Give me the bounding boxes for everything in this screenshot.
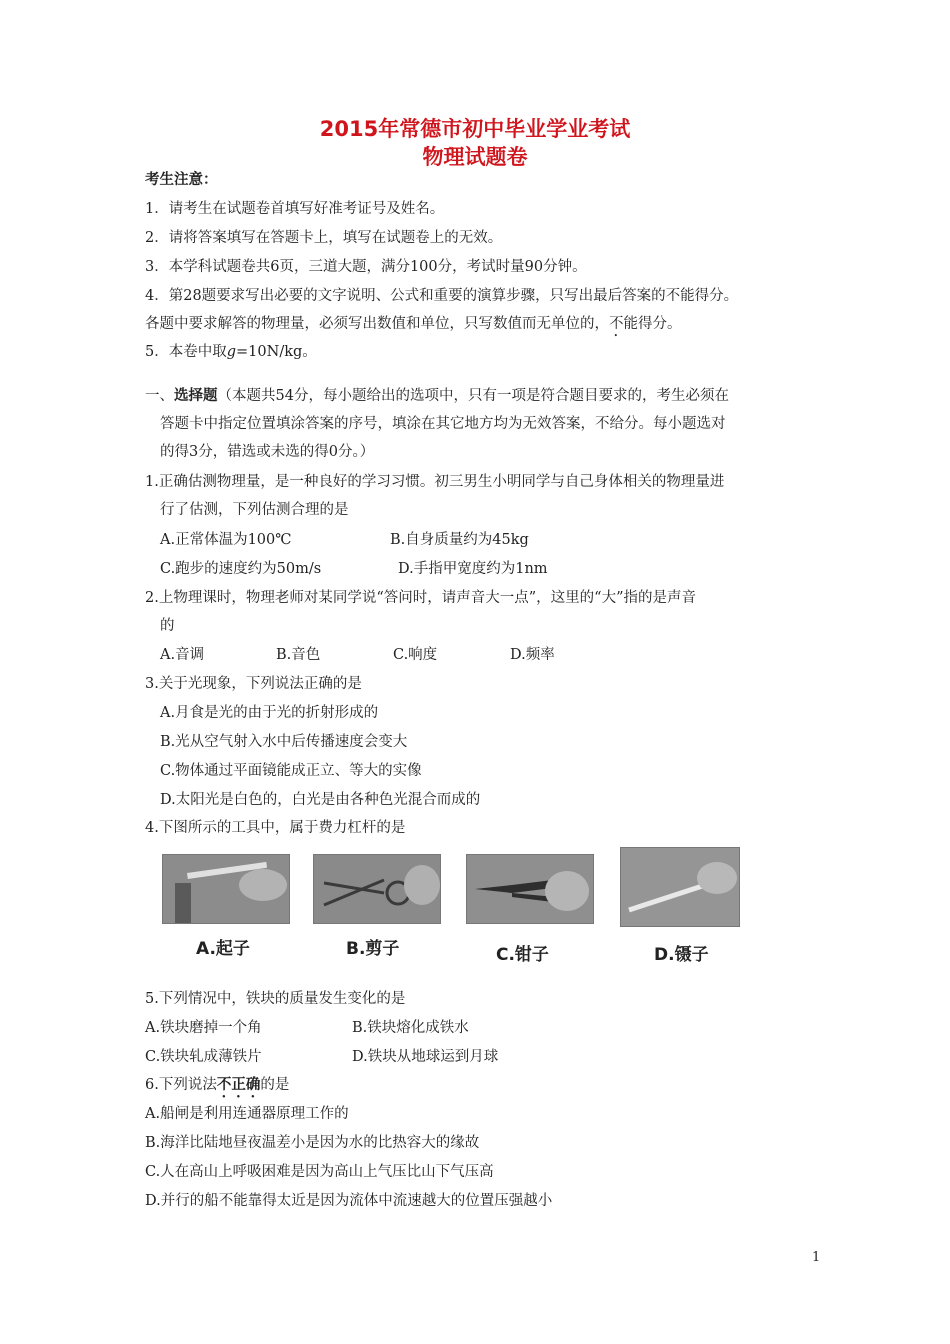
q1-stem-1: 1.正确估测物理量，是一种良好的学习习惯。初三男生小明同学与自己身体相关的物理量进 [145, 474, 725, 490]
bottle-opener-icon [163, 855, 289, 923]
q2-option-b: B.音色 [276, 647, 321, 663]
page-number: 1 [812, 1250, 821, 1265]
q3-option-b: B.光从空气射入水中后传播速度会变大 [160, 734, 408, 750]
q1-option-c: C.跑步的速度约为50m/s [160, 561, 322, 577]
notice-item-1: 1．请考生在试题卷首填写好准考证号及姓名。 [145, 201, 445, 217]
q3-option-c: C.物体通过平面镜能成正立、等大的实像 [160, 763, 422, 779]
tweezers-icon [621, 848, 739, 926]
q5-stem: 5.下列情况中，铁块的质量发生变化的是 [145, 991, 406, 1007]
q4-caption-b: B.剪子 [346, 939, 400, 959]
section1-desc-2: 答题卡中指定位置填涂答案的序号，填涂在其它地方均为无效答案，不给分。每小题选对 [160, 416, 726, 432]
q2-stem-1: 2.上物理课时，物理老师对某同学说“答问时，请声音大一点”，这里的“大”指的是声音 [145, 590, 696, 606]
scissors-photo [313, 854, 441, 924]
q4-stem: 4.下图所示的工具中，属于费力杠杆的是 [145, 820, 406, 836]
emphasis-text: 不 [609, 316, 624, 332]
q3-stem: 3.关于光现象，下列说法正确的是 [145, 676, 362, 692]
g-symbol: g [226, 344, 237, 360]
exam-subtitle: 物理试题卷 [422, 145, 528, 169]
q3-option-d: D.太阳光是白色的，白光是由各种色光混合而成的 [160, 792, 481, 808]
pliers-photo [466, 854, 594, 924]
section1-desc-1: （本题共54分，每小题给出的选项中，只有一项是符合题目要求的，考生必须在 [217, 388, 729, 404]
section1-heading [145, 386, 729, 406]
q1-option-a: A.正常体温为100℃ [160, 532, 292, 548]
q4-caption-a: A.起子 [196, 939, 250, 959]
q6-stem-pre: 6.下列说法 [145, 1077, 217, 1093]
section1-desc-3: 的得3分，错选或未选的得0分。） [160, 444, 375, 460]
q2-stem-2: 的 [160, 618, 175, 634]
q6-emphasis: 不正确 [216, 1077, 261, 1093]
pliers-icon [467, 855, 593, 923]
q5-option-c: C.铁块轧成薄铁片 [145, 1049, 262, 1065]
q6-option-b: B.海洋比陆地昼夜温差小是因为水的比热容大的缘故 [145, 1135, 480, 1151]
q2-option-a: A.音调 [160, 647, 205, 663]
q4-caption-c: C.钳子 [496, 945, 549, 965]
notice-item-4-end: 能得分。 [623, 316, 682, 332]
exam-title: 2015年常德市初中毕业学业考试 [319, 117, 631, 141]
bottle-opener-photo [162, 854, 290, 924]
q1-stem-2: 行了估测，下列估测合理的是 [160, 502, 349, 518]
q2-option-d: D.频率 [510, 647, 555, 663]
notice-item-5-text: 5．本卷中取 [145, 344, 227, 360]
q6-option-d: D.并行的船不能靠得太近是因为流体中流速越大的位置压强越小 [145, 1193, 553, 1209]
q4-caption-d: D.镊子 [654, 945, 709, 965]
notice-heading: 考生注意： [145, 172, 218, 188]
q3-option-a: A.月食是光的由于光的折射形成的 [160, 705, 379, 721]
notice-item-2: 2．请将答案填写在答题卡上，填写在试题卷上的无效。 [145, 230, 503, 246]
q2-option-c: C.响度 [393, 647, 438, 663]
q1-option-b: B.自身质量约为45kg [390, 532, 529, 548]
notice-item-4-cont [145, 314, 682, 340]
tweezers-photo [620, 847, 740, 927]
q5-option-a: A.铁块磨掉一个角 [145, 1020, 262, 1036]
q5-option-d: D.铁块从地球运到月球 [352, 1049, 499, 1065]
notice-item-4-cont-text: 各题中要求解答的物理量，必须写出数值和单位，只写数值而无单位的， [145, 316, 609, 332]
section1-name: 选择题 [174, 388, 218, 404]
q6-option-c: C.人在高山上呼吸困难是因为高山上气压比山下气压高 [145, 1164, 494, 1180]
notice-item-3: 3．本学科试题卷共6页，三道大题，满分100分，考试时量90分钟。 [145, 259, 587, 275]
notice-item-5 [145, 342, 317, 362]
q6-stem [145, 1075, 289, 1101]
section1-prefix: 一、 [145, 388, 174, 404]
q1-option-d: D.手指甲宽度约为1nm [398, 561, 548, 577]
notice-item-4: 4．第28题要求写出必要的文字说明、公式和重要的演算步骤，只写出最后答案的不能得分。 [145, 288, 739, 304]
q5-option-b: B.铁块熔化成铁水 [352, 1020, 469, 1036]
q6-option-a: A.船闸是利用连通器原理工作的 [145, 1106, 349, 1122]
scissors-icon [314, 855, 440, 923]
notice-item-5-value: =10N/kg。 [236, 344, 317, 360]
q6-stem-post: 的是 [260, 1077, 290, 1093]
